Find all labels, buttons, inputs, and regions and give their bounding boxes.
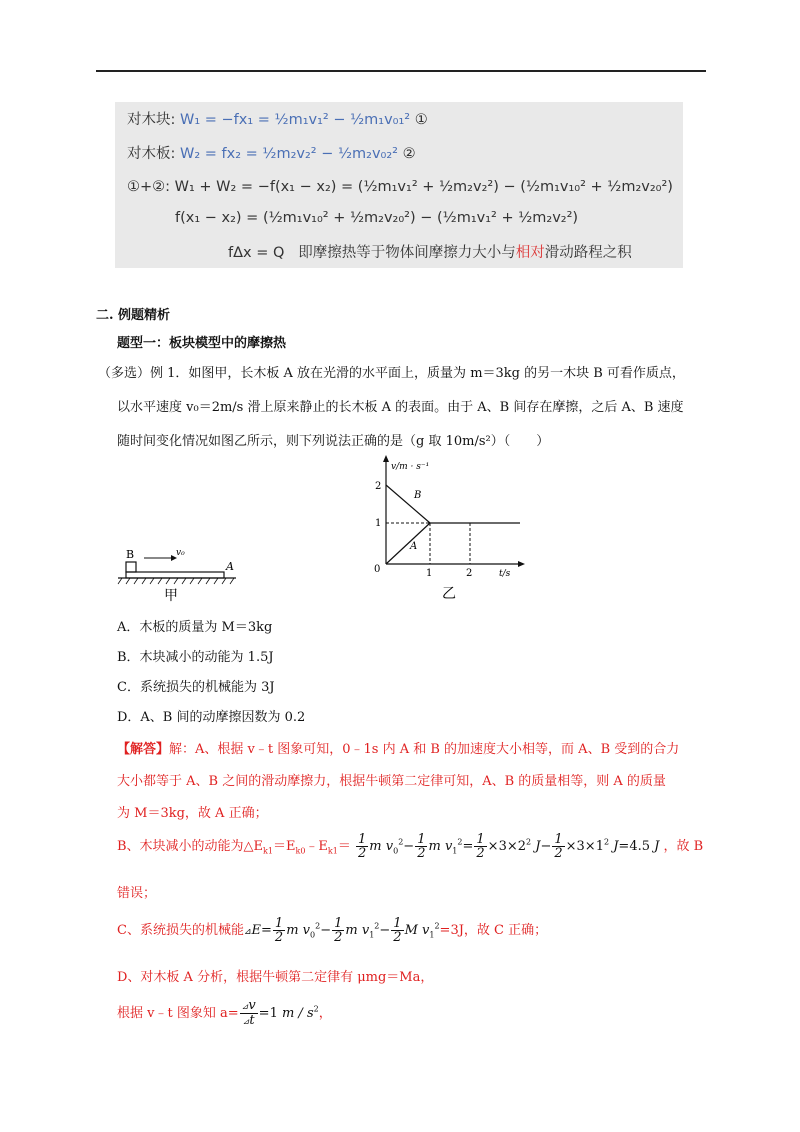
answer-line-2: 大小都等于 A、B 之间的滑动摩擦力，根据牛顿第二定律可知，A、B 的质量相等，则 A 的质量 bbox=[117, 774, 666, 789]
figure-yi bbox=[370, 452, 530, 604]
option-b: B．木块减小的动能为 1.5J bbox=[117, 650, 274, 665]
formula-box bbox=[115, 102, 683, 268]
formula-math: f(x₁ − x₂) = (½m₁v₁₀² + ½m₂v₂₀²) − (½m₁v₁² + ½m₂v₂²) bbox=[175, 210, 579, 226]
answer-d-line-1: D、对木板 A 分析，根据牛顿第二定律有 μmg＝Ma， bbox=[117, 970, 434, 985]
answer-b-mid: ＝E bbox=[272, 839, 296, 854]
label-a: A bbox=[226, 560, 234, 573]
answer-b-math: $\frac{1}{2}$ m $v_0^2-$ $\frac{1}{2}$ m $v_1^2=$ $\frac{1}{2}$ $\times 3\times 2^2$ J− $\frac{1}{2}$ $\times 3\times 1^2$ J=4.5 J bbox=[358, 832, 660, 861]
x-axis-label: t/s bbox=[499, 569, 511, 579]
tick-x-2: 2 bbox=[466, 568, 473, 579]
answer-b-mid2: ﹣E bbox=[305, 839, 328, 854]
answer-line-3: 为 M＝3kg，故 A 正确； bbox=[117, 806, 268, 821]
answer-c-math: ⊿E= $\frac{1}{2}$ m $v_0^2-$ $\frac{1}{2}$ m $v_1^2-$ $\frac{1}{2}$ M $v_1^2$ bbox=[243, 916, 440, 945]
answer-text: 解：A、根据 v﹣t 图象可知，0﹣1s 内 A 和 B 的加速度大小相等，而 A、B 受到的合力 bbox=[169, 742, 680, 757]
formula-math: W₂ = fx₂ = ½m₂v₂² − ½m₂v₀₂² bbox=[180, 146, 398, 162]
answer-c-prefix: C、系统损失的机械能 bbox=[117, 923, 244, 938]
answer-c-line bbox=[117, 917, 547, 944]
answer-c-tail: =3J，故 C 正确； bbox=[439, 923, 548, 938]
curve-label-b: B bbox=[414, 490, 422, 501]
x-axis-arrow-icon bbox=[518, 561, 525, 567]
answer-b-eq: ＝ bbox=[337, 839, 351, 854]
formula-line-3 bbox=[127, 179, 673, 195]
formula-label: 对木板: bbox=[127, 146, 176, 162]
block-b bbox=[126, 562, 136, 572]
answer-d-prefix: 根据 v﹣t 图象知 a= bbox=[117, 1006, 239, 1021]
formula-text-highlight: 相对 bbox=[515, 245, 545, 261]
tick-origin: 0 bbox=[374, 564, 381, 575]
header-rule bbox=[96, 70, 706, 72]
answer-b-line-2: 错误； bbox=[117, 886, 157, 901]
answer-tag: 【解答】 bbox=[117, 742, 170, 757]
formula-line-2 bbox=[127, 142, 416, 163]
answer-b-tail: ，故 B bbox=[663, 839, 704, 854]
answer-b-prefix: B、木块减小的动能为△E bbox=[117, 839, 264, 854]
answer-line-1 bbox=[117, 738, 679, 757]
section-title: 二. 例题精析 bbox=[96, 308, 171, 323]
y-axis-arrow-icon bbox=[383, 455, 389, 462]
answer-d-tail: ， bbox=[318, 1006, 332, 1021]
formula-line-5 bbox=[228, 241, 632, 262]
question-line-1: （多选）例 1．如图甲，长木板 A 放在光滑的水平面上，质量为 m＝3kg 的另一木块 B 可看作质点， bbox=[98, 366, 685, 381]
tick-y-1: 1 bbox=[375, 518, 382, 529]
caption-jia: 甲 bbox=[164, 588, 178, 604]
option-c: C．系统损失的机械能为 3J bbox=[117, 680, 275, 695]
line-b bbox=[386, 485, 430, 523]
formula-math: W₁ + W₂ = −f(x₁ − x₂) = (½m₁v₁² + ½m₂v₂²) − (½m₁v₁₀² + ½m₂v₂₀²) bbox=[174, 179, 673, 195]
answer-d-math: $\frac{⊿v}{⊿t}$ =1 m / $s^2$ bbox=[241, 998, 319, 1028]
label-b: B bbox=[126, 548, 135, 561]
formula-label: 对木块: bbox=[127, 112, 176, 128]
question-line-2: 以水平速度 v₀＝2m/s 滑上原来静止的长木板 A 的表面。由于 A、B 间存在摩擦，之后 A、B 速度 bbox=[117, 400, 684, 415]
option-d: D．A、B 间的动摩擦因数为 0.2 bbox=[117, 710, 306, 725]
formula-label: ①+②: bbox=[127, 179, 171, 195]
formula-line-4 bbox=[175, 210, 578, 226]
formula-mark: ① bbox=[414, 112, 428, 128]
line-a bbox=[386, 523, 430, 564]
formula-math: fΔx = Q bbox=[228, 245, 285, 261]
formula-line-1 bbox=[127, 108, 428, 129]
formula-math: W₁ = −fx₁ = ½m₁v₁² − ½m₁v₀₁² bbox=[180, 112, 411, 128]
answer-b-line: B、木块减小的动能为$\triangle E_{k1}=E_{k0}﹣E_{k1}=$ $\frac{1}{2}$ m $v_0^2-$ $\frac{1}{2}$ m $v_1^2=$ $\frac{1}{2}$ $\times 3\times 2^2$ J− $\frac{1}{2}$ $\times 3\times 1^2$ J=4.5 J ，故 B bbox=[117, 832, 704, 861]
subsection-title: 题型一：板块模型中的摩擦热 bbox=[117, 336, 287, 351]
answer-d-line-2 bbox=[117, 999, 332, 1028]
formula-text: 即摩擦热等于物体间摩擦力大小与 bbox=[298, 245, 516, 261]
y-axis-label: v/m · s⁻¹ bbox=[391, 462, 430, 472]
question-line-3: 随时间变化情况如图乙所示，则下列说法正确的是（g 取 10m/s²）（ ） bbox=[117, 434, 550, 449]
option-a: A．木板的质量为 M＝3kg bbox=[117, 620, 273, 635]
tick-x-1: 1 bbox=[426, 568, 433, 579]
caption-yi: 乙 bbox=[442, 586, 456, 602]
board-a bbox=[126, 572, 224, 578]
formula-text: 滑动路程之积 bbox=[544, 245, 632, 261]
figure-jia bbox=[116, 538, 246, 608]
formula-mark: ② bbox=[402, 146, 416, 162]
ground-hatching bbox=[118, 578, 234, 584]
label-v0: v₀ bbox=[176, 548, 185, 558]
tick-y-2: 2 bbox=[375, 481, 382, 492]
curve-label-a: A bbox=[410, 541, 418, 552]
